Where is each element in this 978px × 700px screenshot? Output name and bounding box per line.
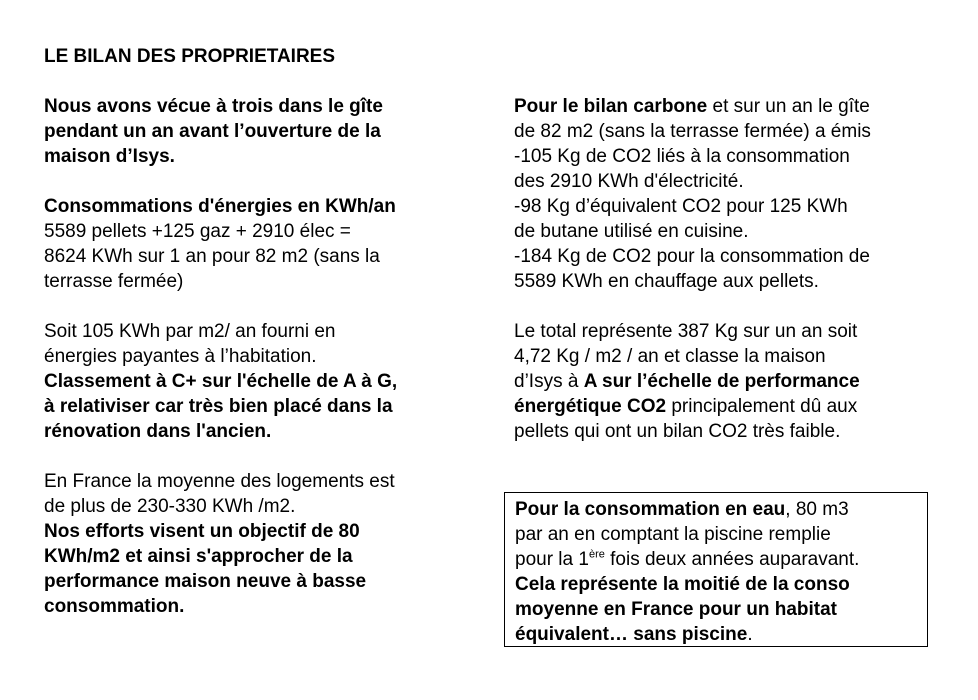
eau-l1-rest: , 80 m3 bbox=[785, 499, 849, 520]
conso-line: 5589 pellets +125 gaz + 2910 élec = bbox=[44, 221, 351, 242]
conso-line: 8624 KWh sur 1 an pour 82 m2 (sans la bbox=[44, 246, 380, 267]
conso-heading: Consommations d'énergies en KWh/an bbox=[44, 196, 396, 217]
carbone-line: -105 Kg de CO2 liés à la consommation bbox=[514, 146, 850, 167]
carbone-line: de 82 m2 (sans la terrasse fermée) a émis bbox=[514, 121, 871, 142]
total-line bbox=[514, 394, 934, 419]
efforts-line: performance maison neuve à basse bbox=[44, 571, 367, 592]
total-line bbox=[514, 369, 934, 394]
left-column bbox=[44, 94, 464, 619]
eau-l3-sup: ère bbox=[588, 548, 605, 561]
carbone-rest: et sur un an le gîte bbox=[707, 96, 870, 117]
total-l3-a: d’Isys à bbox=[514, 371, 584, 392]
water-consumption-box bbox=[504, 492, 928, 647]
carbone-line: des 2910 KWh d'électricité. bbox=[514, 171, 744, 192]
efforts-line: consommation. bbox=[44, 596, 185, 617]
eau-line bbox=[515, 622, 927, 647]
classement-line: rénovation dans l'ancien. bbox=[44, 421, 272, 442]
soit-line: Soit 105 KWh par m2/ an fourni en bbox=[44, 321, 336, 342]
total-line: 4,72 Kg / m2 / an et classe la maison bbox=[514, 346, 826, 367]
total-l4-a: énergétique CO2 bbox=[514, 396, 667, 417]
eau-l3-b: fois deux années auparavant. bbox=[604, 549, 860, 570]
eau-l3-a: pour la 1 bbox=[515, 549, 589, 570]
classement-line: à relativiser car très bien placé dans la bbox=[44, 396, 393, 417]
carbone-line: 5589 KWh en chauffage aux pellets. bbox=[514, 271, 819, 292]
total-l3-b: A sur l’échelle de performance bbox=[583, 371, 860, 392]
right-column bbox=[514, 94, 934, 444]
eau-l6-bold: équivalent… sans piscine bbox=[515, 624, 748, 645]
total-line: pellets qui ont un bilan CO2 très faible. bbox=[514, 421, 841, 442]
eau-line bbox=[515, 547, 927, 572]
eau-line: moyenne en France pour un habitat bbox=[515, 599, 837, 620]
france-line: En France la moyenne des logements est bbox=[44, 471, 395, 492]
conso-line: terrasse fermée) bbox=[44, 271, 184, 292]
soit-line: énergies payantes à l’habitation. bbox=[44, 346, 317, 367]
eau-l1-bold: Pour la consommation en eau bbox=[515, 499, 786, 520]
total-line: Le total représente 387 Kg sur un an soit bbox=[514, 321, 858, 342]
page-title: LE BILAN DES PROPRIETAIRES bbox=[44, 46, 336, 67]
efforts-line: KWh/m2 et ainsi s'approcher de la bbox=[44, 546, 353, 567]
eau-line bbox=[515, 497, 927, 522]
carbone-line: de butane utilisé en cuisine. bbox=[514, 221, 749, 242]
carbone-heading-line bbox=[514, 94, 934, 119]
total-l4-b: principalement dû aux bbox=[666, 396, 858, 417]
efforts-line: Nos efforts visent un objectif de 80 bbox=[44, 521, 360, 542]
carbone-line: -184 Kg de CO2 pour la consommation de bbox=[514, 246, 870, 267]
intro-line: Nous avons vécue à trois dans le gîte bbox=[44, 96, 383, 117]
classement-line: Classement à C+ sur l'échelle de A à G, bbox=[44, 371, 398, 392]
eau-line: Cela représente la moitié de la conso bbox=[515, 574, 850, 595]
carbone-line: -98 Kg d’équivalent CO2 pour 125 KWh bbox=[514, 196, 848, 217]
intro-line: pendant un an avant l’ouverture de la bbox=[44, 121, 381, 142]
carbone-bold: Pour le bilan carbone bbox=[514, 96, 708, 117]
france-line: de plus de 230-330 KWh /m2. bbox=[44, 496, 296, 517]
eau-l6-rest: . bbox=[747, 624, 753, 645]
eau-line: par an en comptant la piscine remplie bbox=[515, 524, 831, 545]
intro-line: maison d’Isys. bbox=[44, 146, 175, 167]
